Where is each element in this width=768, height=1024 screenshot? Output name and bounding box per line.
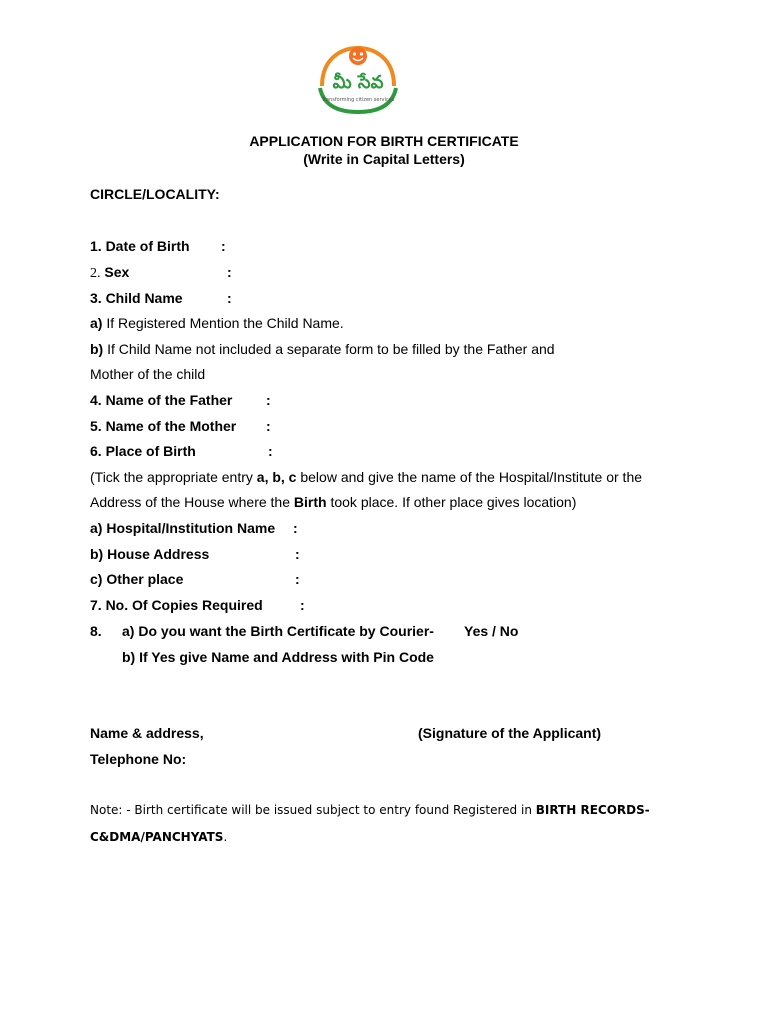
note-a [90,314,344,332]
courier-number: 8. [90,623,102,639]
tick-2-pre: Address of the House where the [90,494,294,510]
note-a-prefix: a) [90,315,103,331]
note-bold-1: BIRTH RECORDS- [535,803,650,817]
sex-number: 2. [90,266,101,281]
copies-label: 7. No. Of Copies Required [90,597,263,613]
logo-tagline: Transforming citizen services [321,97,395,103]
tick-1-bold: a, b, c [256,469,297,485]
sex-label: Sex [104,264,130,280]
tick-1-post: below and give the name of the Hospital/Institute or the [296,469,643,485]
name-address-label: Name & address, [90,725,204,741]
hospital-colon: : [293,520,298,536]
tick-2-bold: Birth [293,494,327,510]
note-line-2 [90,829,227,845]
circle-locality-label: CIRCLE/LOCALITY: [90,186,220,202]
meeseva-logo [312,42,404,116]
child-name-label: 3. Child Name [90,290,183,306]
signature-label: (Signature of the Applicant) [418,725,602,741]
page-title: APPLICATION FOR BIRTH CERTIFICATE [249,133,519,149]
dob-label: 1. Date of Birth [90,238,190,254]
house-address-label: b) House Address [90,546,210,562]
courier-yes-no: Yes / No [464,623,519,639]
tick-1-pre: (Tick the appropriate entry [90,469,257,485]
place-colon: : [268,443,273,459]
note-end: . [223,830,228,844]
tick-instruction-2 [90,493,576,511]
note-b [90,340,555,358]
copies-colon: : [300,597,305,613]
courier-question: a) Do you want the Birth Certificate by Courier- [122,623,434,639]
logo-script: మీ సేవ [332,72,384,93]
mother-colon: : [266,418,271,434]
mother-name-label: 5. Name of the Mother [90,418,237,434]
note-bold-2: C&DMA/PANCHYATS [90,830,224,844]
sex-colon: : [227,264,232,280]
telephone-label: Telephone No: [90,751,187,767]
house-colon: : [295,546,300,562]
note-text: Note: - Birth certificate will be issued subject to entry found Registered in [90,803,536,817]
note-b-text: If Child Name not included a separate form to be filled by the Father and [107,341,555,357]
hospital-label: a) Hospital/Institution Name [90,520,276,536]
note-a-text: If Registered Mention the Child Name. [106,315,344,331]
sex-row [90,263,129,283]
smiley-face-icon [349,47,367,65]
other-place-label: c) Other place [90,571,184,587]
tick-instruction-1 [90,468,642,486]
other-colon: : [295,571,300,587]
father-name-label: 4. Name of the Father [90,392,233,408]
tick-2-post: took place. If other place gives location) [326,494,577,510]
father-colon: : [266,392,271,408]
courier-address-instruction: b) If Yes give Name and Address with Pin Code [122,649,434,665]
child-name-colon: : [227,290,232,306]
note-line-1 [90,802,650,818]
dob-colon: : [221,238,226,254]
page-subtitle: (Write in Capital Letters) [303,151,465,167]
note-b-prefix: b) [90,341,104,357]
place-of-birth-label: 6. Place of Birth [90,443,196,459]
note-b-continued: Mother of the child [90,366,206,382]
